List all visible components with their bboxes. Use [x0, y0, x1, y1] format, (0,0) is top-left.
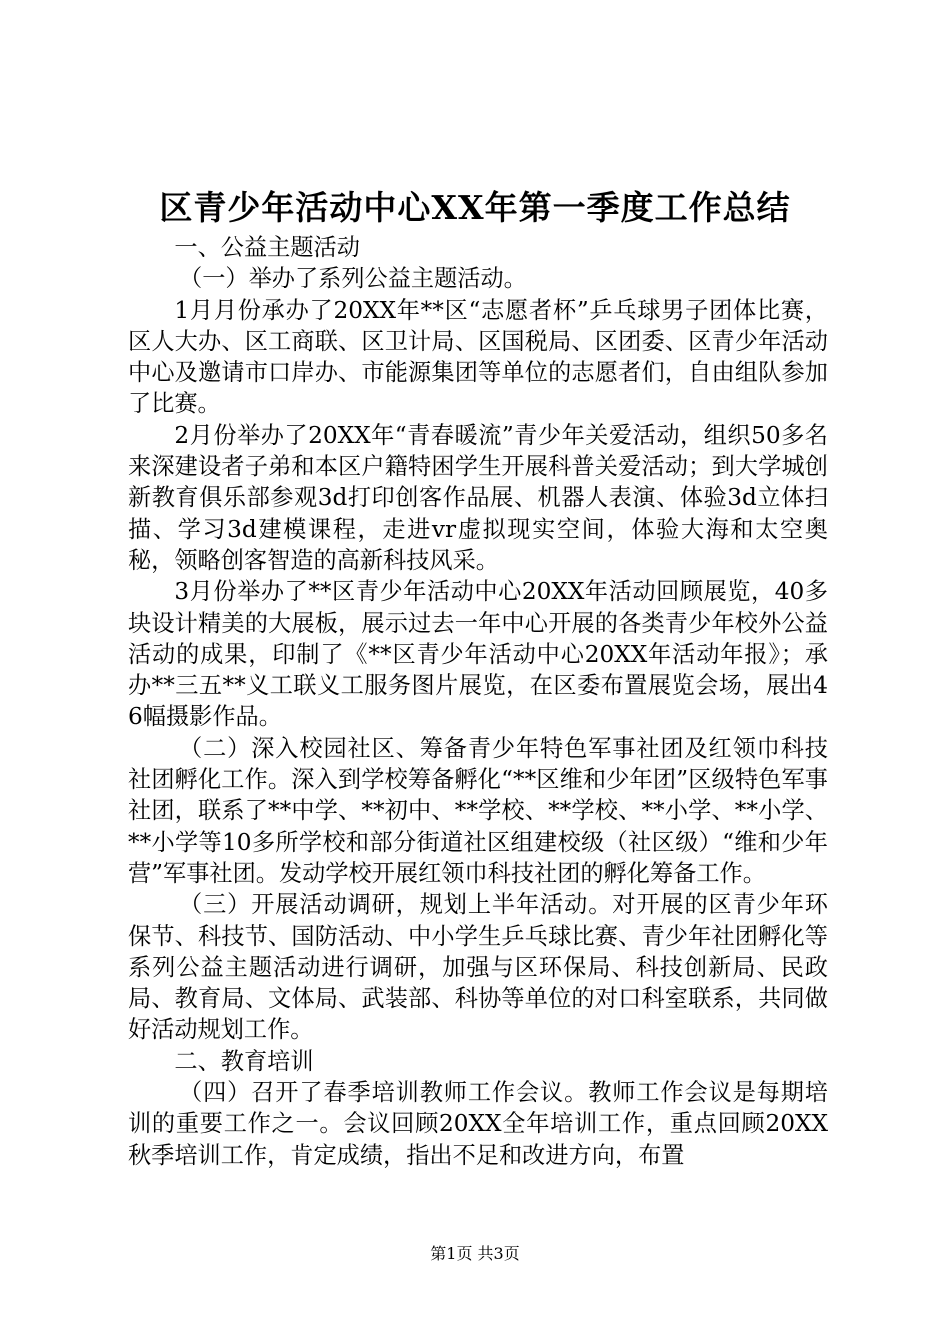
- section-heading-1: 一、公益主题活动: [174, 234, 360, 261]
- document-title: 区青少年活动中心XX年第一季度工作总结: [159, 188, 791, 227]
- subsection-heading-1: （一）举办了系列公益主题活动。: [179, 265, 527, 293]
- paragraph-january: 1月月份承办了20XX年**区“志愿者杯”乒乓球男子团体比赛，区人大办、区工商联、区卫计局、区国税局、区团委、区青少年活动中心及邀请市口岸办、市能源集团等单位的志愿者们，自由组队参加了比赛。: [128, 296, 828, 418]
- paragraph-february: 2月份举办了20XX年“青春暖流”青少年关爱活动，组织50多名来深建设者子弟和本区户籍特困学生开展科普关爱活动；到大学城创新教育俱乐部参观3d打印创客作品展、机器人表演、体验3d立体扫描、学习3d建模课程，走进vr虚拟现实空间，体验大海和太空奥秘，领略创客智造的高新科技风采。: [128, 421, 828, 574]
- paragraph-subsection-3: （三）开展活动调研，规划上半年活动。对开展的区青少年环保节、科技节、国防活动、中小学生乒乓球比赛、青少年社团孵化等系列公益主题活动进行调研，加强与区环保局、科技创新局、民政局、教育局、文体局、武装部、科协等单位的对口科室联系，共同做好活动规划工作。: [128, 891, 828, 1044]
- paragraph-subsection-2: （二）深入校园社区、筹备青少年特色军事社团及红领巾科技社团孵化工作。深入到学校筹备孵化“**区维和少年团”区级特色军事社团，联系了**中学、**初中、**学校、**学校、**小学、**小学、**小学等10多所学校和部分街道社区组建校级（社区级）“维和少年营”军事社团。发动学校开展红领巾科技社团的孵化筹备工作。: [128, 734, 828, 887]
- paragraph-march: 3月份举办了**区青少年活动中心20XX年活动回顾展览，40多块设计精美的大展板，展示过去一年中心开展的各类青少年校外公益活动的成果，印制了《**区青少年活动中心20XX年活动年报》；承办**三五**义工联义工服务图片展览，在区委布置展览会场，展出46幅摄影作品。: [128, 578, 828, 731]
- page-footer: 第1页 共3页: [430, 1244, 520, 1263]
- document-body: [128, 232, 828, 1171]
- section-heading-2: 二、教育培训: [174, 1047, 314, 1075]
- paragraph-subsection-4: （四）召开了春季培训教师工作会议。教师工作会议是每期培训的重要工作之一。会议回顾20XX全年培训工作，重点回顾20XX秋季培训工作，肯定成绩，指出不足和改进方向，布置: [128, 1079, 828, 1169]
